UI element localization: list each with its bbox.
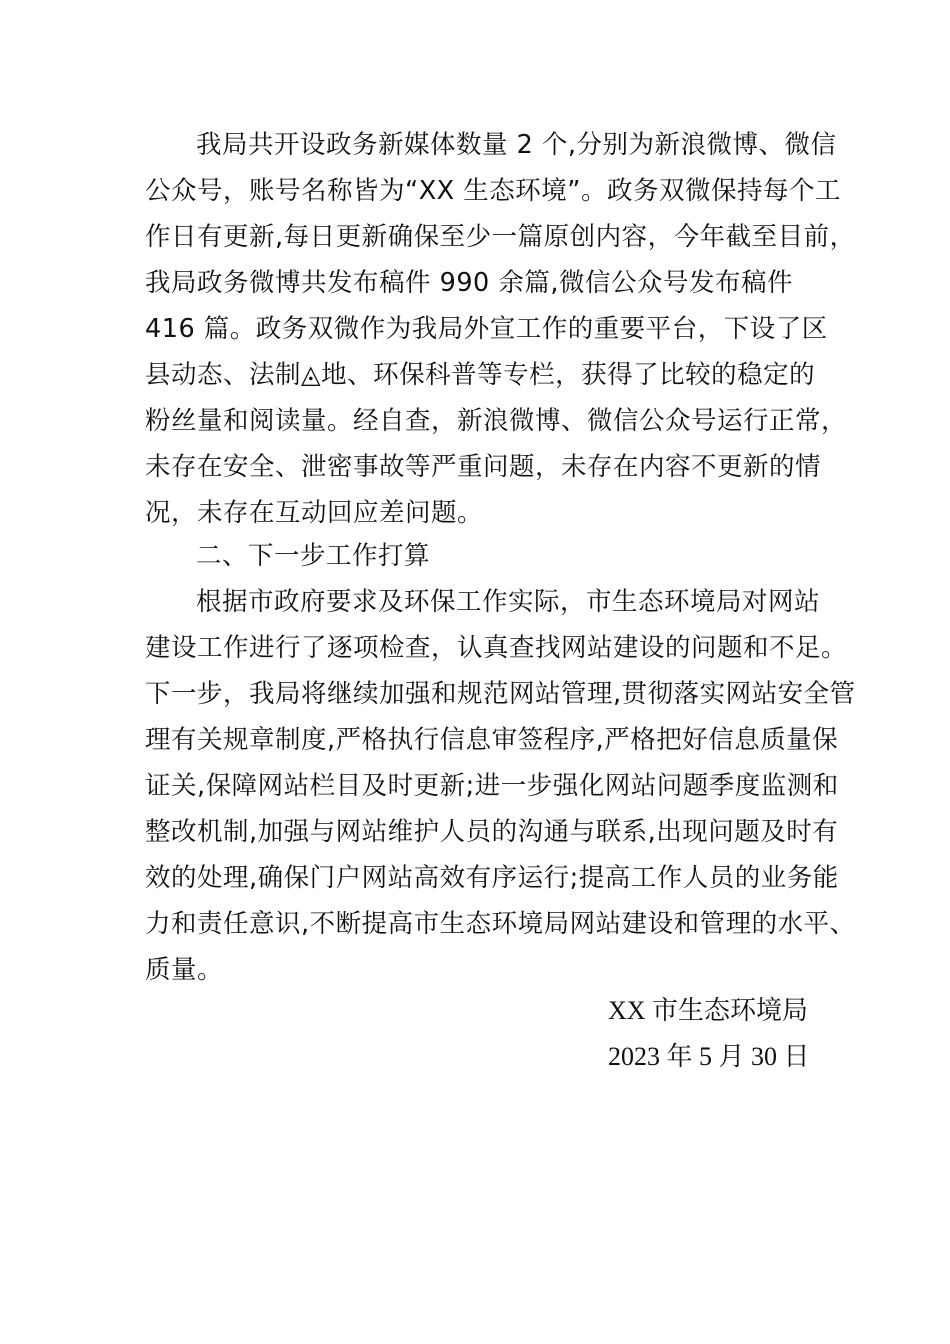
paragraph-line: 证关,保障网站栏目及时更新;进一步强化网站问题季度监测和	[145, 771, 839, 801]
paragraph-line: 公众号，账号名称皆为“XX 生态环境”。政务双微保持每个工	[145, 176, 841, 206]
signature-date: 2023 年 5 月 30 日	[608, 1042, 810, 1071]
paragraph-line: 理有关规章制度,严格执行信息审签程序,严格把好信息质量保	[145, 725, 839, 755]
paragraph-line: 效的处理,确保门户网站高效有序运行;提高工作人员的业务能	[145, 863, 839, 893]
section-heading: 二、下一步工作打算	[196, 541, 431, 571]
paragraph-line: 作日有更新,每日更新确保至少一篇原创内容，今年截至目前，	[145, 222, 856, 252]
paragraph-line: 下一步，我局将继续加强和规范网站管理,贯彻落实网站安全管	[145, 679, 856, 709]
paragraph-line: 未存在安全、泄密事故等严重问题，未存在内容不更新的情	[145, 452, 822, 482]
paragraph-line: 质量。	[145, 955, 224, 985]
signature-org: XX 市生态环境局	[608, 996, 809, 1025]
paragraph-line: 416 篇。政务双微作为我局外宣工作的重要平台，下设了区	[145, 314, 828, 344]
paragraph-line: 根据市政府要求及环保工作实际，市生态环境局对网站	[196, 587, 821, 617]
paragraph-line: 我局共开设政务新媒体数量 2 个,分别为新浪微博、微信	[196, 130, 837, 160]
paragraph-line: 力和责任意识,不断提高市生态环境局网站建设和管理的水平、	[145, 909, 856, 939]
paragraph-line: 整改机制,加强与网站维护人员的沟通与联系,出现问题及时有	[145, 817, 839, 847]
paragraph-line: 建设工作进行了逐项检查，认真查找网站建设的问题和不足。	[145, 633, 848, 663]
paragraph-line: 况，未存在互动回应差问题。	[145, 498, 484, 528]
paragraph-line: 粉丝量和阅读量。经自查，新浪微博、微信公众号运行正常，	[145, 406, 848, 436]
paragraph-line: 我局政务微博共发布稿件 990 余篇,微信公众号发布稿件	[145, 268, 793, 298]
paragraph-line: 县动态、法制◬地、环保科普等专栏，获得了比较的稳定的	[145, 360, 816, 390]
